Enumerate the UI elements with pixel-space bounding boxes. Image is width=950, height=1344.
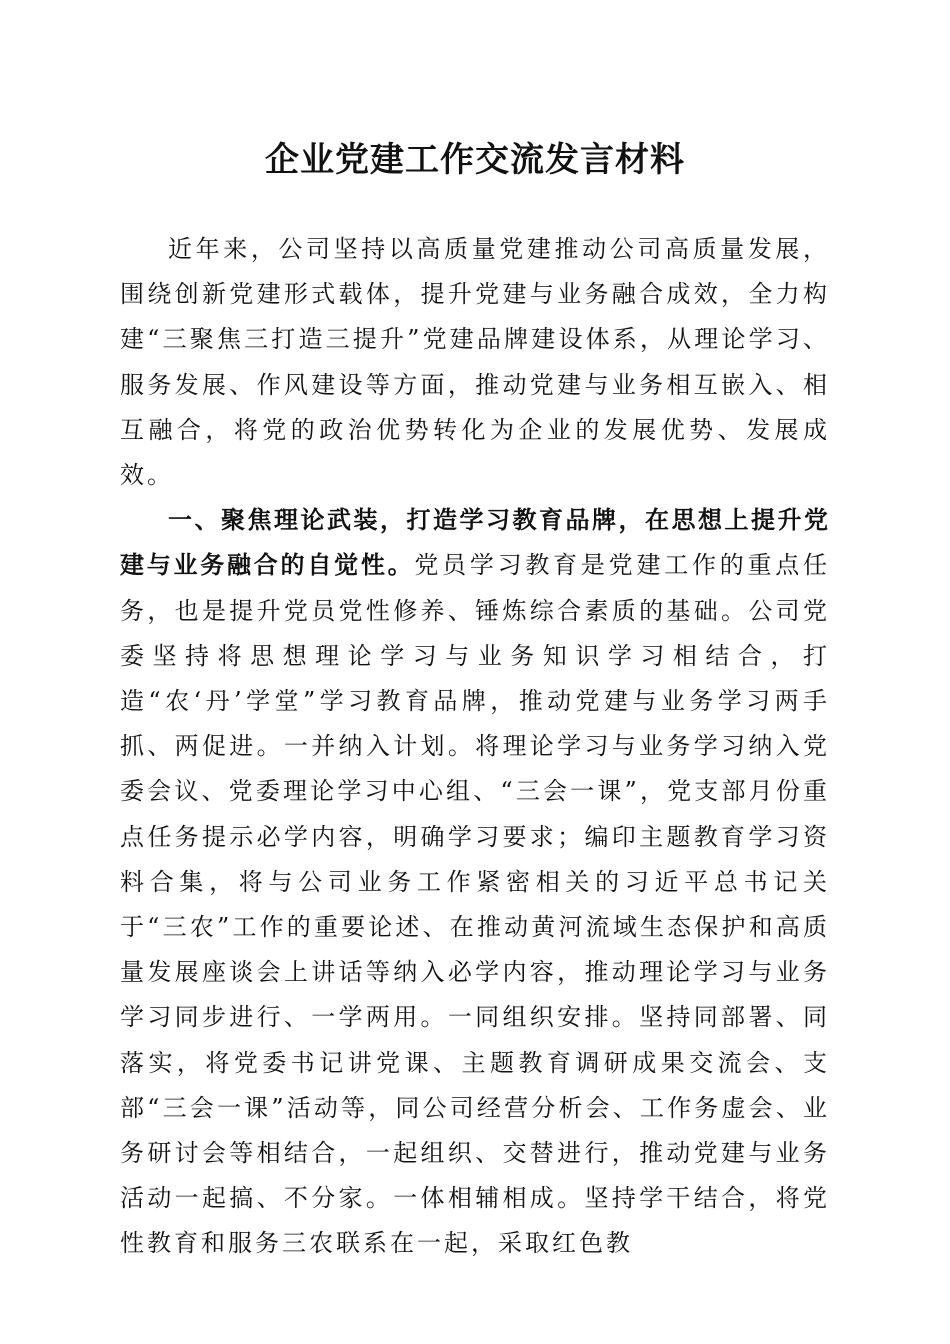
document-title: 企业党建工作交流发言材料 <box>265 140 685 180</box>
document-body <box>120 227 830 1267</box>
section-one-text: 党员学习教育是党建工作的重点任务，也是提升党员党性修养、锤炼综合素质的基础。公司党委坚持将思想理论学习与业务知识学习相结合，打造“农‘丹’学堂”学习教育品牌，推动党建与业务学习两手抓、两促进。一并纳入计划。将理论学习与业务学习纳入党委会议、党委理论学习中心组、“三会一课”，党支部月份重点任务提示必学内容，明确学习要求；编印主题教育学习资料合集，将与公司业务工作紧密相关的习近平总书记关于“三农”工作的重要论述、在推动黄河流域生态保护和高质量发展座谈会上讲话等纳入必学内容，推动理论学习与业务学习同步进行、一学两用。一同组织安排。坚持同部署、同落实，将党委书记讲党课、主题教育调研成果交流会、支部“三会一课”活动等，同公司经营分析会、工作务虚会、业务研讨会等相结合，一起组织、交替进行，推动党建与业务活动一起搞、不分家。一体相辅相成。坚持学干结合，将党性教育和服务三农联系在一起，采取红色教 <box>120 551 830 1258</box>
section-one-paragraph <box>120 498 830 1266</box>
intro-paragraph: 近年来，公司坚持以高质量党建推动公司高质量发展，围绕创新党建形式载体，提升党建与业务融合成效，全力构建“三聚焦三打造三提升”党建品牌建设体系，从理论学习、服务发展、作风建设等方面，推动党建与业务相互嵌入、相互融合，将党的政治优势转化为企业的发展优势、发展成效。 <box>120 235 830 490</box>
section-one-heading: 一、聚焦理论武装，打造学习教育品牌，在思想上提升党建与业务融合的自觉性。 <box>120 506 830 580</box>
